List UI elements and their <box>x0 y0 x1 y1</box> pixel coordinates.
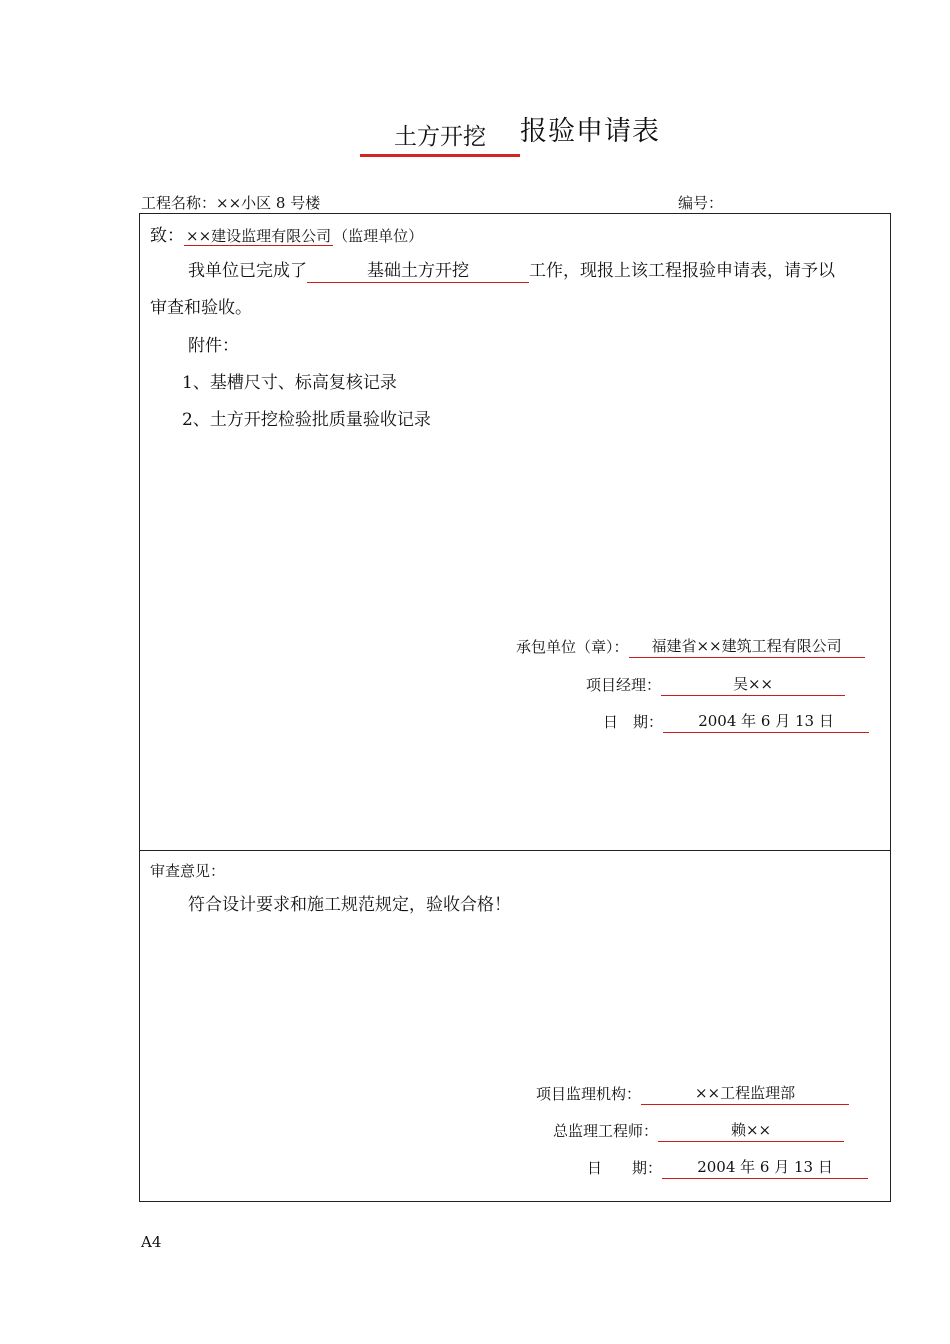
supervisor-company: ××建设监理有限公司 <box>186 227 332 245</box>
review-opinion-text: 符合设计要求和施工规范规定，验收合格！ <box>188 895 511 915</box>
supervision-org-label: 项目监理机构： <box>536 1085 642 1103</box>
completed-work: 基础土方开挖 <box>307 260 529 283</box>
addressee-prefix: 致： <box>150 226 184 246</box>
body-after: 工作，现报上该工程报验申请表，请予以 <box>529 261 835 281</box>
review-section <box>140 850 890 1201</box>
chief-engineer-row <box>553 1119 844 1142</box>
project-name: 工程名称：××小区 8 号楼 <box>141 194 321 212</box>
contractor-label: 承包单位（章）： <box>516 638 629 656</box>
review-date-row <box>587 1156 868 1179</box>
manager-label: 项目经理： <box>586 676 662 694</box>
supervision-org-row <box>536 1082 849 1105</box>
manager-value: 吴×× <box>661 673 845 696</box>
application-date-row <box>603 710 869 733</box>
paper-size-label: A4 <box>141 1233 162 1251</box>
supervision-org-value: ××工程监理部 <box>641 1082 849 1105</box>
serial-number-label: 编号： <box>678 194 724 212</box>
chief-engineer-value: 赖×× <box>658 1119 844 1142</box>
manager-row <box>586 673 845 696</box>
addressee-line <box>150 223 423 249</box>
review-date-value: 2004 年 6 月 13 日 <box>662 1156 868 1179</box>
attachment-item: 1、基槽尺寸、标高复核记录 <box>182 373 397 393</box>
title-form-name: 报验申请表 <box>520 116 660 147</box>
contractor-row <box>516 635 865 658</box>
review-date-label: 日 期： <box>587 1159 663 1177</box>
form-table <box>139 213 891 1202</box>
supervisor-suffix: （监理单位） <box>333 227 424 245</box>
form-title <box>0 112 950 162</box>
attachments-label: 附件： <box>188 336 239 356</box>
body-line-2: 审查和验收。 <box>150 298 252 318</box>
contractor-value: 福建省××建筑工程有限公司 <box>629 635 865 658</box>
body-before: 我单位已完成了 <box>188 261 307 281</box>
application-date-label: 日 期： <box>603 713 664 731</box>
title-work-name: 土方开挖 <box>360 120 520 157</box>
chief-engineer-label: 总监理工程师： <box>553 1122 659 1140</box>
review-opinion-label: 审查意见： <box>150 862 226 880</box>
application-section <box>140 214 890 851</box>
attachment-item: 2、土方开挖检验批质量验收记录 <box>182 410 431 430</box>
body-line-1 <box>188 258 835 284</box>
application-date-value: 2004 年 6 月 13 日 <box>663 710 869 733</box>
